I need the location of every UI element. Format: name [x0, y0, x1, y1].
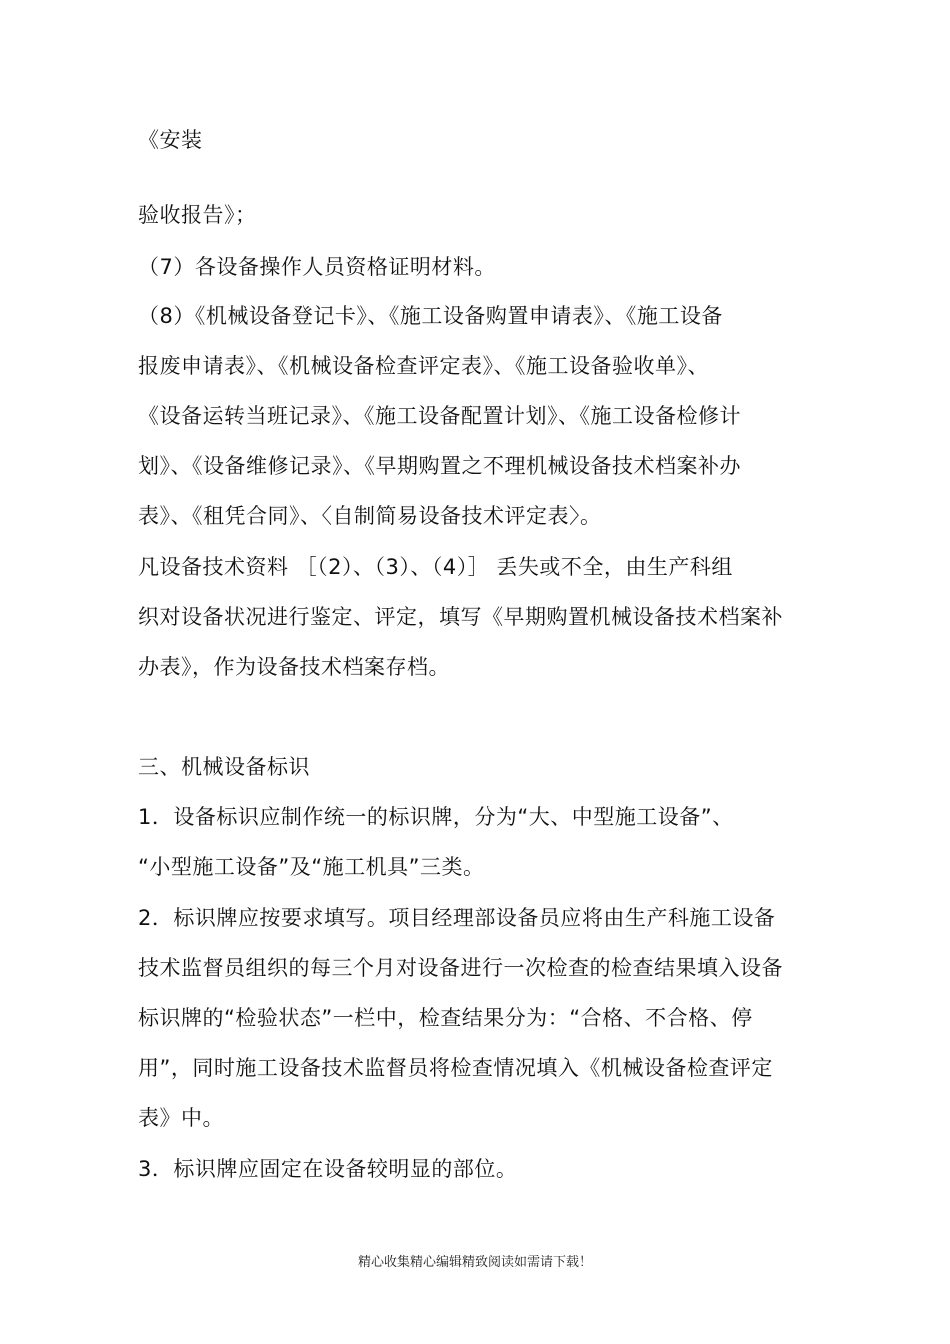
text-line: 表》中。 — [138, 1106, 224, 1130]
text-line: 办表》，作为设备技术档案存档。 — [138, 655, 450, 679]
text-line: 1．设备标识应制作统一的标识牌，分为“大、中型施工设备”、 — [138, 805, 734, 829]
section-heading: 三、机械设备标识 — [138, 755, 310, 779]
text-line: “小型施工设备”及“施工机具”三类。 — [138, 855, 485, 879]
text-line: 《安装 — [138, 128, 203, 152]
text-line: 技术监督员组织的每三个月对设备进行一次检查的检查结果填入设备 — [138, 956, 783, 980]
text-line: 验收报告》； — [138, 203, 257, 227]
text-line: 标识牌的“检验状态”一栏中，检查结果分为：“合格、不合格、停 — [138, 1006, 753, 1030]
text-line: （7）各设备操作人员资格证明材料。 — [138, 255, 496, 279]
text-line: 3．标识牌应固定在设备较明显的部位。 — [138, 1157, 518, 1181]
text-line: 织对设备状况进行鉴定、评定，填写《早期购置机械设备技术档案补 — [138, 605, 783, 629]
text-line: 《设备运转当班记录》、《施工设备配置计划》、《施工设备检修计 — [138, 404, 741, 428]
text-line: 划》、《设备维修记录》、《早期购置之不理机械设备技术档案补办 — [138, 454, 741, 478]
text-line: 报废申请表》、《机械设备检查评定表》、《施工设备验收单》、 — [138, 354, 709, 378]
text-line: 表》、《租凭合同》、〈自制简易设备技术评定表〉。 — [138, 504, 602, 528]
text-line: 2．标识牌应按要求填写。项目经理部设备员应将由生产科施工设备 — [138, 906, 776, 930]
text-line: 凡设备技术资料 ［（2）、（3）、（4）］ 丢失或不全，由生产科组 — [138, 555, 733, 579]
text-line: （8）《机械设备登记卡》、《施工设备购置申请表》、《施工设备 — [138, 304, 723, 328]
text-line: 用”，同时施工设备技术监督员将检查情况填入《机械设备检查评定 — [138, 1056, 773, 1080]
page-footer: 精心收集精心编辑精致阅读如需请下载！ — [357, 1255, 592, 1270]
